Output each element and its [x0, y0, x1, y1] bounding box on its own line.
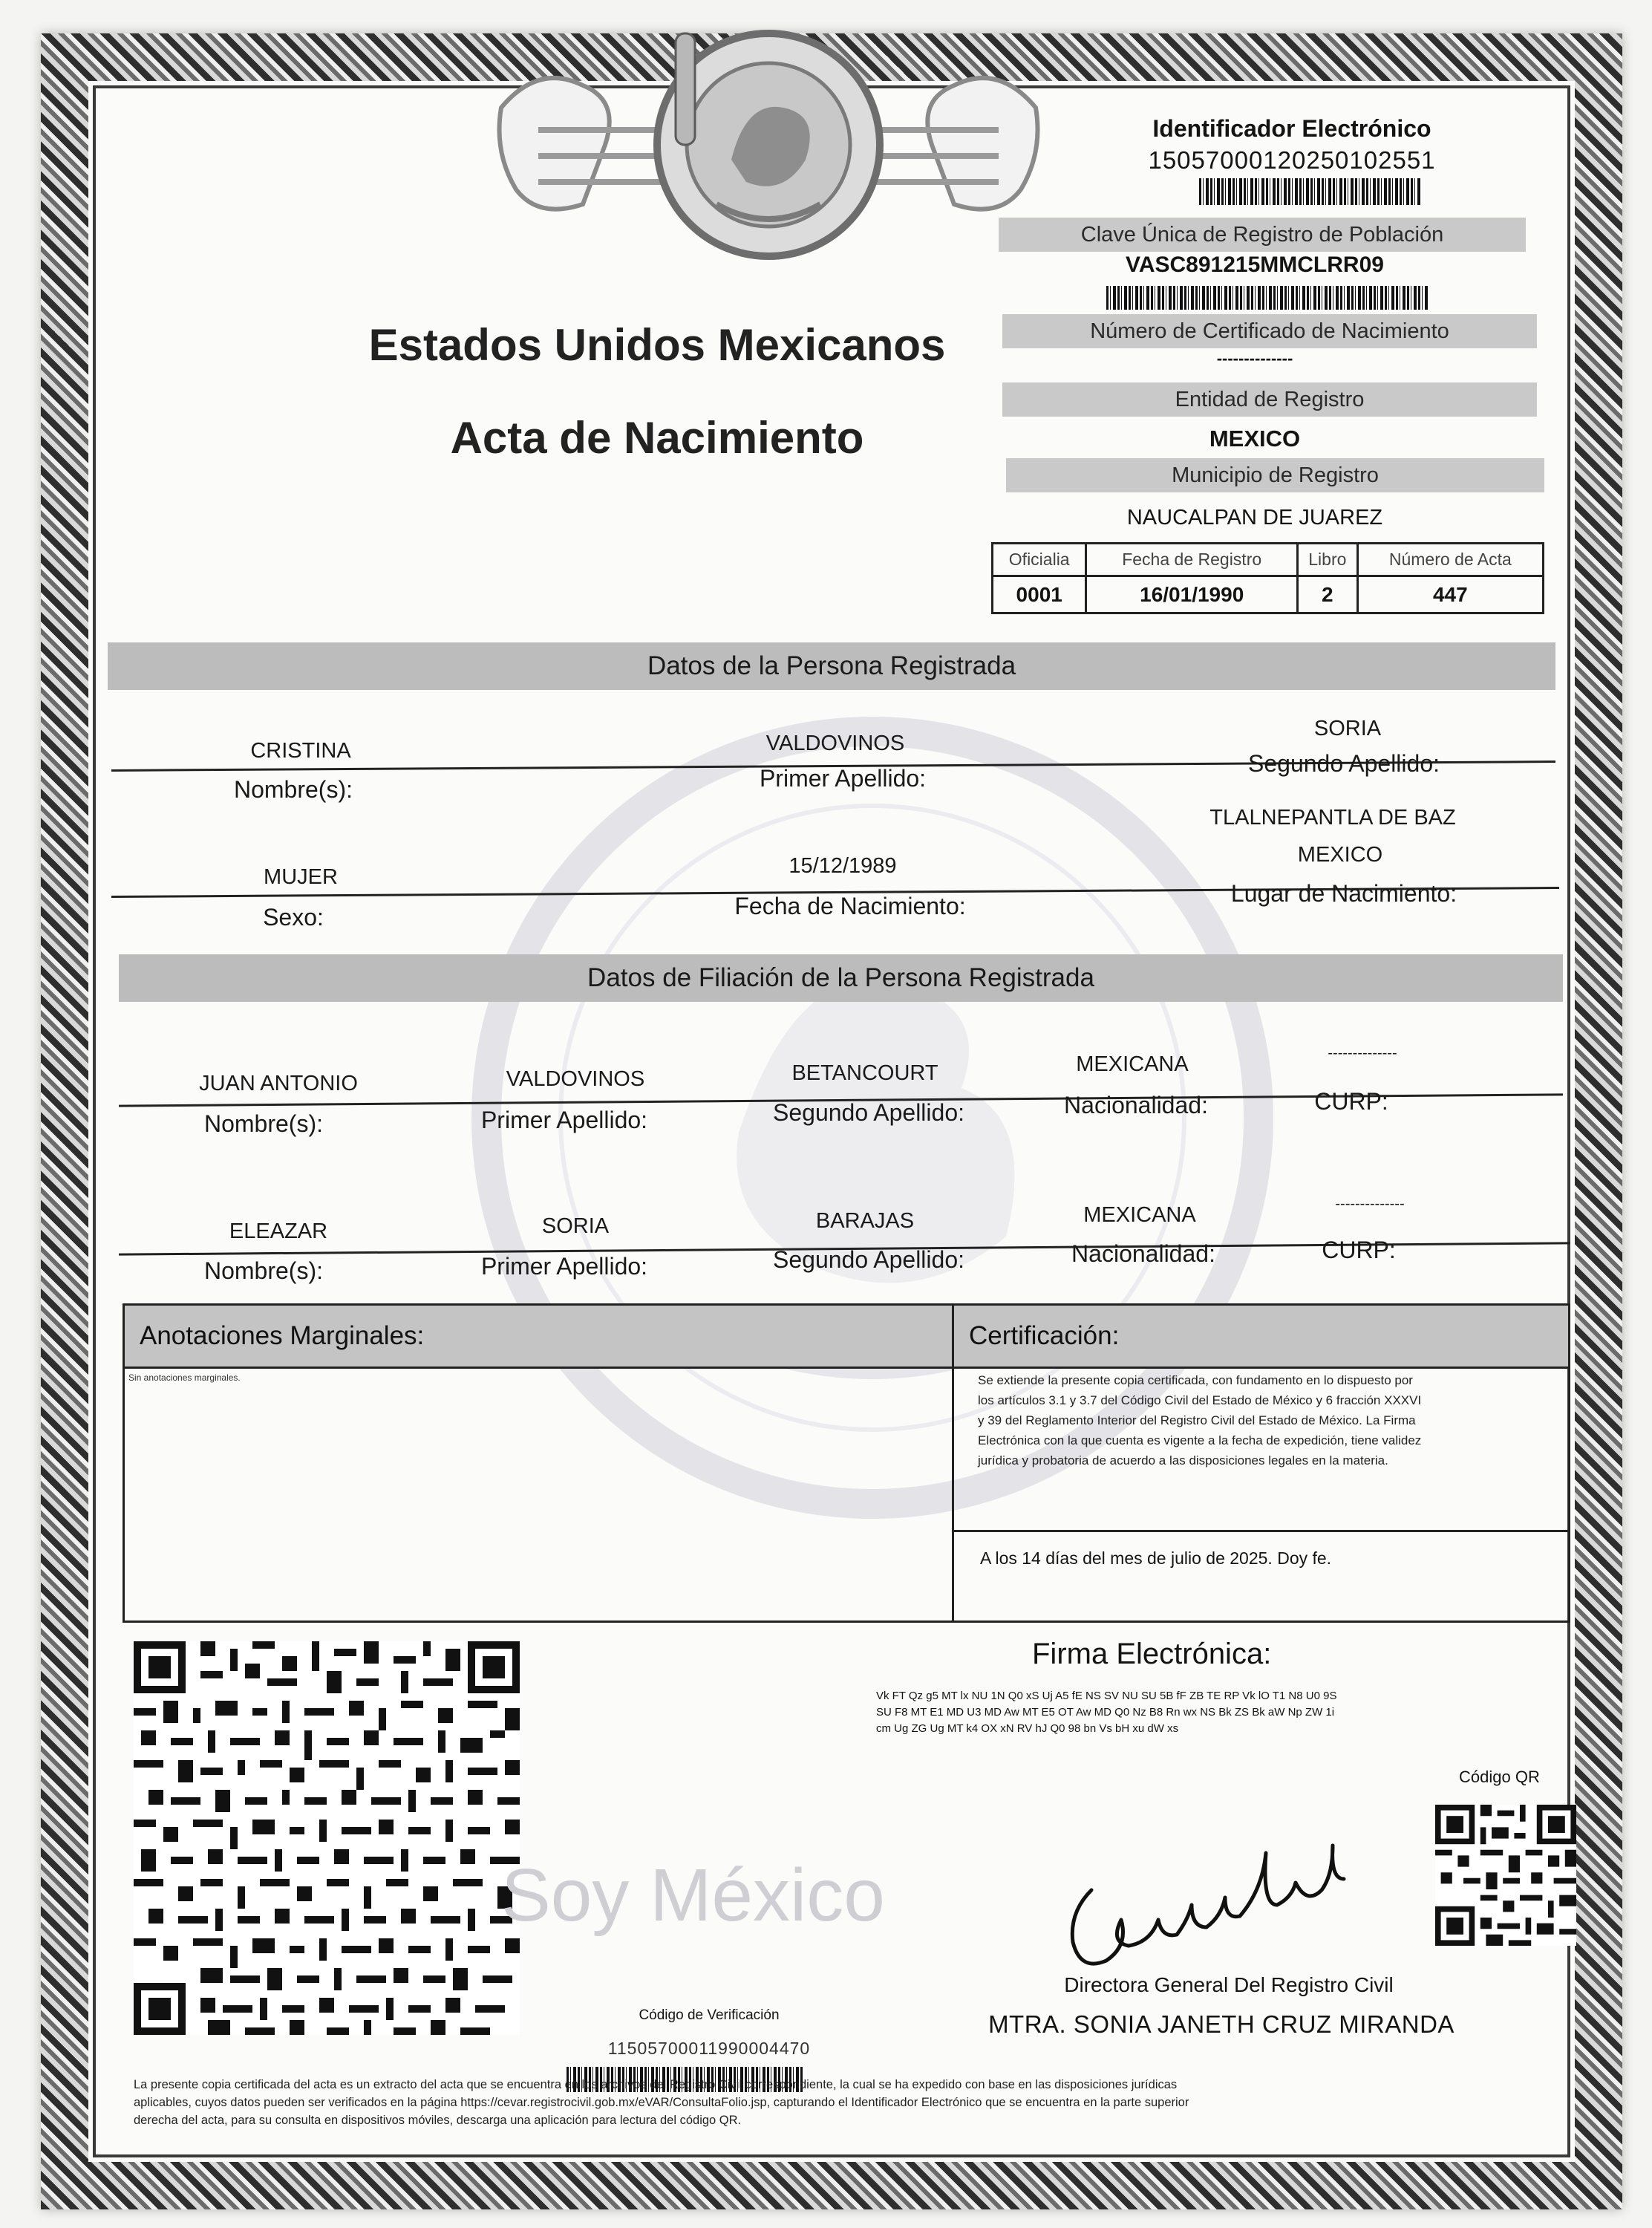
parent2-first-surname: SORIA	[541, 1214, 610, 1238]
footer-legal-text	[134, 2076, 1589, 2129]
parent1-second-surname: BETANCOURT	[791, 1061, 938, 1085]
parent2-name: ELEAZAR	[229, 1219, 328, 1243]
entity-value: MEXICO	[1209, 426, 1301, 452]
parent1-first-surname-label: Primer Apellido:	[480, 1107, 648, 1133]
signature-hash-line-1: Vk FT Qz g5 MT lx NU 1N Q0 xS Uj A5 fE NS SV NU SU 5B fF ZB TE RP Vk lO T1 N8 U0 9S	[876, 1690, 1337, 1702]
person-birth-date: 15/12/1989	[789, 854, 897, 878]
filiation-section-title: Datos de Filiación de la Persona Registrada	[119, 954, 1563, 1002]
certification-date-line	[954, 1530, 1568, 1532]
country-title: Estados Unidos Mexicanos	[368, 320, 946, 370]
signature-hash-line-3: cm Ug ZG Ug MT k4 OX xN RV hJ Q0 98 bn Vs bH xu dW xs	[876, 1722, 1179, 1735]
person-first-surname: VALDOVINOS	[765, 732, 905, 755]
curp-label: Clave Única de Registro de Población	[999, 218, 1526, 252]
parent2-first-surname-label: Primer Apellido:	[480, 1253, 648, 1280]
certification-title: Certificación:	[954, 1306, 1568, 1367]
person-name-label: Nombre(s):	[233, 776, 353, 803]
value-numero-acta: 447	[1357, 576, 1543, 613]
birth-certificate-sheet	[41, 33, 1622, 2209]
signature-hash	[876, 1688, 1485, 1737]
person-first-surname-label: Primer Apellido:	[759, 765, 927, 792]
parent1-name-label: Nombre(s):	[203, 1110, 323, 1137]
parent2-second-surname: BARAJAS	[815, 1209, 915, 1233]
parent1-name: JUAN ANTONIO	[199, 1072, 358, 1095]
box-divider	[952, 1306, 954, 1620]
verification-code: 11505700011990004470	[607, 2039, 811, 2058]
person-second-surname-label: Segundo Apellido:	[1248, 750, 1440, 777]
parent1-second-surname-label: Segundo Apellido:	[773, 1099, 964, 1126]
parent2-curp: --------------	[1335, 1196, 1405, 1212]
annotations-title: Anotaciones Marginales:	[125, 1306, 954, 1367]
handwritten-signature-icon	[1039, 1794, 1381, 1987]
footer-line-1: La presente copia certificada del acta es un extracto del acta que se encuentra en los archivos del Registro Civil correspondiente, la cual se ha expedido con base en las disposiciones jurídicas	[134, 2078, 1178, 2091]
municipality-label: Municipio de Registro	[1006, 458, 1544, 492]
parent2-nationality-label: Nacionalidad:	[1071, 1240, 1215, 1267]
certification-line-4: Electrónica con la que cuenta es vigente a la fecha de expedición, tiene validez	[978, 1433, 1422, 1447]
person-sex: MUJER	[264, 865, 338, 889]
national-seal-icon	[494, 19, 1043, 264]
birth-place-line1: TLALNEPANTLA DE BAZ	[1209, 806, 1456, 830]
person-section-title: Datos de la Persona Registrada	[108, 642, 1555, 690]
footer-line-3: derecha del acta, para su consulta en dispositivos móviles, descarga una aplicación para lectura del código QR.	[134, 2114, 742, 2127]
value-fecha-registro: 16/01/1990	[1086, 576, 1298, 613]
electronic-id-barcode	[1199, 178, 1422, 205]
parent2-nationality: MEXICANA	[1083, 1203, 1196, 1227]
parent1-first-surname: VALDOVINOS	[506, 1067, 645, 1091]
certification-line-3: y 39 del Reglamento Interior del Registro Civil del Estado de México. La Firma	[978, 1413, 1416, 1427]
municipality-value: NAUCALPAN DE JUAREZ	[1126, 506, 1383, 530]
parent1-nationality: MEXICANA	[1076, 1052, 1189, 1076]
certification-line-1: Se extiende la presente copia certificada, con fundamento en lo dispuesto por	[978, 1373, 1413, 1387]
annotations-text: Sin anotaciones marginales.	[128, 1372, 241, 1383]
document-title: Acta de Nacimiento	[450, 413, 864, 463]
certification-line-5: jurídica y probatoria de acuerdo a las disposiciones legales en la materia.	[978, 1453, 1388, 1468]
person-sex-label: Sexo:	[263, 904, 324, 931]
header-libro: Libro	[1297, 544, 1357, 576]
birth-place-line2: MEXICO	[1297, 843, 1383, 867]
parent2-curp-label: CURP:	[1322, 1237, 1396, 1263]
parent1-nationality-label: Nacionalidad:	[1064, 1092, 1208, 1118]
electronic-signature-title: Firma Electrónica:	[1032, 1638, 1272, 1670]
person-birth-place-label: Lugar de Nacimiento:	[1230, 880, 1457, 907]
electronic-id: 15057000120250102551	[1148, 146, 1436, 174]
parent2-second-surname-label: Segundo Apellido:	[773, 1246, 964, 1273]
verification-label: Código de Verificación	[639, 2007, 780, 2023]
signer-role: Directora General Del Registro Civil	[1064, 1973, 1394, 1996]
value-oficialia: 0001	[993, 576, 1086, 613]
value-libro: 2	[1297, 576, 1357, 613]
person-name: CRISTINA	[250, 739, 351, 763]
certificate-number: --------------	[1216, 349, 1293, 368]
electronic-id-label: Identificador Electrónico	[1152, 115, 1431, 142]
parent2-name-label: Nombre(s):	[203, 1257, 323, 1284]
parent1-curp: --------------	[1328, 1045, 1397, 1061]
small-qr-icon	[1435, 1805, 1576, 1946]
person-birth-date-label: Fecha de Nacimiento:	[734, 893, 966, 919]
header-fecha-registro: Fecha de Registro	[1086, 544, 1298, 576]
signature-hash-line-2: SU F8 MT E1 MD U3 MD Aw MT E5 OT Aw MD Q0 Nz B8 Rn wx NS Bk ZS Bk aW Np ZW 1i	[876, 1706, 1335, 1719]
header-oficialia: Oficialia	[993, 544, 1086, 576]
curp-value: VASC891215MMCLRR09	[1126, 253, 1384, 277]
entity-label: Entidad de Registro	[1002, 382, 1537, 417]
parent1-curp-label: CURP:	[1314, 1088, 1388, 1115]
footer-line-2: aplicables, cuyos datos pueden ser verificados en la página https://cevar.registrocivil.gob.mx/eVAR/ConsultaFolio.jsp, capturando el Identificador Electrónico que se encuentra en la parte superior	[134, 2096, 1189, 2109]
curp-barcode	[1106, 286, 1429, 310]
verification-qr-icon	[134, 1641, 520, 2035]
certification-line-2: los artículos 3.1 y 3.7 del Código Civil del Estado de México y 6 fracción XXXVI	[978, 1393, 1422, 1407]
certification-text	[978, 1370, 1557, 1470]
signer-name: MTRA. SONIA JANETH CRUZ MIRANDA	[988, 2010, 1455, 2038]
soy-mexico-watermark: Soy México	[501, 1854, 885, 1937]
qr-label: Código QR	[1459, 1768, 1540, 1786]
certification-date: A los 14 días del mes de julio de 2025. Doy fe.	[980, 1548, 1332, 1568]
box-head-line	[125, 1367, 1568, 1369]
person-second-surname: SORIA	[1313, 717, 1382, 740]
header-numero-acta: Número de Acta	[1357, 544, 1543, 576]
registry-table	[991, 542, 1544, 614]
certificate-number-label: Número de Certificado de Nacimiento	[1002, 314, 1537, 348]
